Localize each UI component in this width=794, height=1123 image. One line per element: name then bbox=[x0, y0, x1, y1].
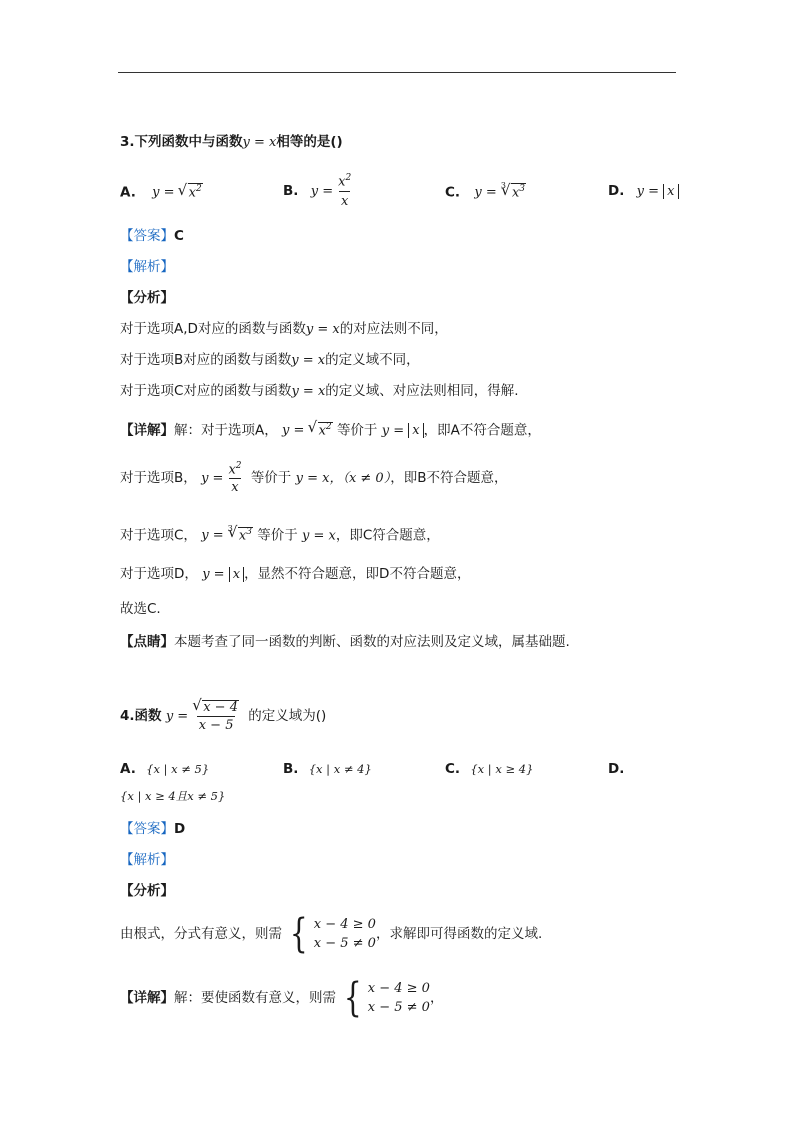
q3-detail-d-post: ，显然不符合题意，即D不符合题意， bbox=[244, 566, 471, 582]
q3-dianjing-text: 本题考查了同一函数的判断、函数的对应法则及定义域，属基础题. bbox=[174, 634, 570, 650]
q3-detail-a: 【详解】解：对于选项A， y = √ $x^2$ 等价于 y = x ，即A不符合题意， bbox=[120, 422, 541, 438]
q3-analysis-3-func: y = x bbox=[291, 384, 326, 399]
q3-detail-b-cond: y = x，（x ≠ 0） bbox=[295, 471, 391, 487]
q3-answer-value: C bbox=[174, 228, 184, 244]
q3-analysis-3-pre: 对于选项C对应的函数与函数 bbox=[120, 383, 292, 399]
q3-detail-tag: 【详解】 bbox=[120, 422, 174, 439]
q4-option-b-value: {x | x ≠ 4} bbox=[308, 762, 372, 776]
q3-detail-a-post: ，即A不符合题意， bbox=[423, 422, 541, 439]
q3-detail-b-pre: 对于选项B， bbox=[120, 470, 197, 487]
q4-option-c-label: C. bbox=[445, 761, 461, 777]
q4-option-b bbox=[283, 761, 372, 777]
q4-detail-system-row1: x − 4 ≥ 0 bbox=[367, 981, 430, 996]
q3-option-d: D. y = x bbox=[608, 183, 679, 199]
q3-dianjing bbox=[120, 636, 570, 650]
q4-option-d-value: {x | x ≥ 4且x ≠ 5} bbox=[120, 789, 226, 803]
q3-detail-c-post: ，即C符合题意， bbox=[335, 527, 440, 544]
q3-stem-func: y = x bbox=[242, 135, 277, 150]
q3-answer-tag: 【答案】 bbox=[120, 228, 174, 244]
q3-detail-c-pre: 对于选项C， bbox=[120, 527, 197, 544]
q4-detail-post: ， bbox=[429, 990, 444, 1006]
q3-option-b: B. y = $\frac{x^2}{x}$ bbox=[283, 173, 352, 210]
q3-option-b-label: B. bbox=[283, 183, 299, 200]
q4-analysis-system-row2: x − 5 ≠ 0 bbox=[313, 936, 376, 951]
q3-option-c-label: C. bbox=[445, 184, 461, 201]
q3-detail-d-pre: 对于选项D， bbox=[120, 566, 198, 582]
q4-answer-tag: 【答案】 bbox=[120, 821, 174, 837]
q4-stem: 4.函数 y = √ $\frac{x - 4}{x - 5}$ 的定义域为() bbox=[120, 700, 326, 732]
q3-detail-a-mid: 等价于 bbox=[336, 422, 378, 439]
q4-answer bbox=[120, 823, 185, 837]
q3-fenxi: 【分析】 bbox=[120, 290, 174, 306]
q3-jiexi: 【解析】 bbox=[120, 259, 174, 275]
q4-option-c-value: {x | x ≥ 4} bbox=[470, 762, 534, 776]
q4-option-a-value: {x | x ≠ 5} bbox=[146, 762, 210, 776]
q4-option-a bbox=[120, 761, 209, 777]
q3-analysis-2-pre: 对于选项B对应的函数与函数 bbox=[120, 352, 292, 368]
q3-analysis-2-post: 的定义域不同， bbox=[325, 352, 420, 368]
q4-stem-prefix: 4.函数 bbox=[120, 708, 162, 724]
q3-answer bbox=[120, 230, 184, 244]
q3-option-a: A. y = √ $x^2$ bbox=[120, 183, 203, 200]
q4-detail-pre: 解：要使函数有意义，则需 bbox=[174, 990, 336, 1006]
q3-detail-b-post: ，即B不符合题意， bbox=[390, 470, 508, 487]
q3-analysis-2-func: y = x bbox=[291, 353, 326, 368]
q4-analysis-system: { x − 4 ≥ 0 x − 5 ≠ 0 bbox=[290, 911, 376, 957]
q4-detail-tag: 【详解】 bbox=[120, 990, 174, 1006]
q4-option-d-label: D. bbox=[608, 761, 625, 777]
q3-stem bbox=[120, 136, 343, 150]
q4-detail-system: { x − 4 ≥ 0 x − 5 ≠ 0 bbox=[344, 975, 430, 1021]
q4-analysis-pre: 由根式，分式有意义，则需 bbox=[120, 926, 282, 942]
q3-option-c: C. y = $^3$√ $x^3$ bbox=[445, 183, 526, 200]
q3-detail-c-func: y = x bbox=[302, 528, 336, 544]
q4-option-a-label: A. bbox=[120, 761, 136, 777]
q4-option-b-label: B. bbox=[283, 761, 299, 777]
q3-detail-b: 对于选项B， y = $\frac{x^2}{x}$ 等价于 y = x，（x ≠ 0），即B不符合题意， bbox=[120, 461, 508, 496]
q4-answer-value: D bbox=[174, 821, 186, 837]
q3-conclusion: 故选C. bbox=[120, 601, 161, 617]
header-rule bbox=[118, 72, 676, 73]
q3-analysis-1-post: 的对应法则不同， bbox=[339, 321, 448, 337]
q3-analysis-3 bbox=[120, 385, 519, 399]
q4-analysis bbox=[120, 911, 543, 957]
q3-stem-prefix: 3.下列函数中与函数 bbox=[120, 134, 243, 150]
q4-analysis-system-row1: x − 4 ≥ 0 bbox=[313, 917, 376, 932]
q3-option-d-label: D. bbox=[608, 183, 625, 199]
q3-detail-c: 对于选项C， y = $^3$√ $x^3$ 等价于 y = x，即C符合题意， bbox=[120, 527, 440, 543]
q4-option-c bbox=[445, 761, 533, 777]
q3-analysis-1 bbox=[120, 323, 448, 337]
q3-detail-b-mid: 等价于 bbox=[250, 470, 292, 487]
q3-analysis-1-pre: 对于选项A,D对应的函数与函数 bbox=[120, 321, 306, 337]
q3-option-a-label: A. bbox=[120, 184, 136, 201]
q4-option-d bbox=[608, 761, 624, 777]
q3-analysis-1-func: y = x bbox=[305, 322, 340, 337]
q3-analysis-3-post: 的定义域、对应法则相同，得解. bbox=[325, 383, 519, 399]
q4-detail bbox=[120, 975, 444, 1021]
q4-analysis-post: ，求解即可得函数的定义域. bbox=[375, 926, 543, 942]
q4-detail-system-row2: x − 5 ≠ 0 bbox=[367, 1000, 430, 1015]
q3-detail-d: 对于选项D， y = x ，显然不符合题意，即D不符合题意， bbox=[120, 566, 471, 582]
q3-stem-suffix: 相等的是() bbox=[276, 134, 343, 150]
q4-fenxi: 【分析】 bbox=[120, 883, 174, 899]
q3-dianjing-tag: 【点睛】 bbox=[120, 634, 174, 650]
q3-detail-c-mid: 等价于 bbox=[257, 527, 298, 544]
q4-stem-suffix: 的定义域为() bbox=[248, 708, 327, 724]
q3-analysis-2 bbox=[120, 354, 420, 368]
q3-detail-a-pre: 解：对于选项A， bbox=[174, 422, 278, 439]
q4-jiexi: 【解析】 bbox=[120, 852, 174, 868]
